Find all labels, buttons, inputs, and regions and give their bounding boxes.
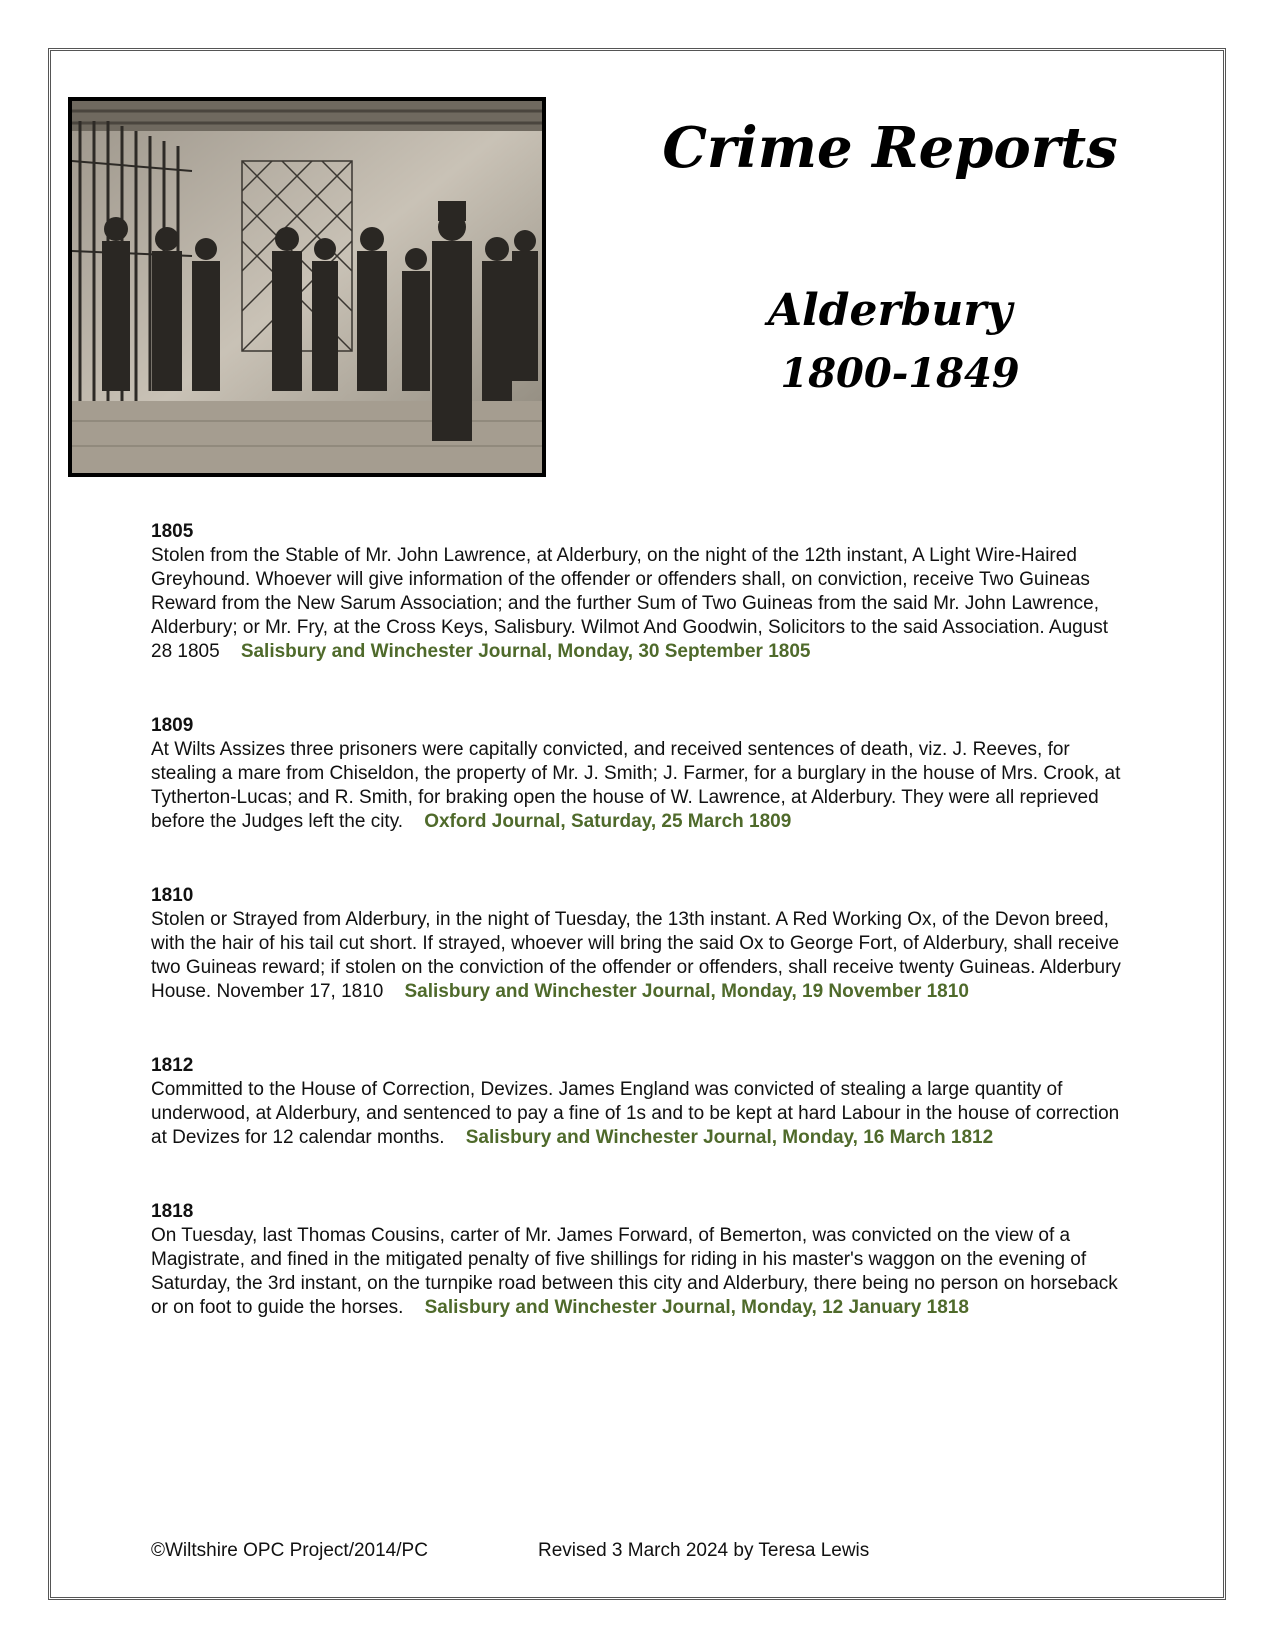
report-entry [151, 884, 1131, 1004]
report-source: Salisbury and Winchester Journal, Monday, 12 January 1818 [424, 1297, 969, 1318]
report-text: At Wilts Assizes three prisoners were capitally convicted, and received sentences of death, viz. J. Reeves, for stealing a mare from Chiseldon, the property of Mr. J. Smith; J. Farmer, for a burglary in the house of Mrs. Crook, at Tytherton-Lucas; and R. Smith, for braking open the house of W. Lawrence, at Alderbury. They were all reprieved before the Judges left the city. [151, 739, 1121, 832]
report-text: Committed to the House of Correction, Devizes. James England was convicted of stealing a large quantity of underwood, at Alderbury, and sentenced to pay a fine of 1s and to be kept at hard Labour in the house of correction at Devizes for 12 calendar months. [151, 1079, 1120, 1148]
report-entry [151, 714, 1131, 834]
report-entry [151, 520, 1131, 664]
copyright-notice: ©Wiltshire OPC Project/2014/PC [151, 1540, 428, 1561]
report-source: Salisbury and Winchester Journal, Monday, 30 September 1805 [240, 641, 811, 662]
engraving-image [72, 101, 542, 473]
report-year: 1818 [151, 1201, 194, 1222]
revision-note: Revised 3 March 2024 by Teresa Lewis [538, 1540, 870, 1561]
report-source: Oxford Journal, Saturday, 25 March 1809 [424, 811, 792, 832]
report-year: 1812 [151, 1055, 194, 1076]
place-name: Alderbury [767, 285, 1013, 336]
report-text: Stolen from the Stable of Mr. John Lawrence, at Alderbury, on the night of the 12th instant, A Light Wire-Haired Greyhound. Whoever will give information of the offender or offenders shall, on conviction, receive Two Guineas Reward from the New Sarum Association; and the further Sum of Two Guineas from the said Mr. John Lawrence, Alderbury; or Mr. Fry, at the Cross Keys, Salisbury. Wilmot And Goodwin, Solicitors to the said Association. August 28 1805 [151, 545, 1109, 662]
report-year: 1809 [151, 715, 194, 736]
report-text: Stolen or Strayed from Alderbury, in the night of Tuesday, the 13th instant. A Red Working Ox, of the Devon breed, with the hair of his tail cut short. If strayed, whoever will bring the said Ox to George Fort, of Alderbury, shall receive two Guineas reward; if stolen on the conviction of the offender or offenders, shall receive twenty Guineas. Alderbury House. November 17, 1810 [151, 909, 1121, 1002]
report-source: Salisbury and Winchester Journal, Monday, 19 November 1810 [404, 981, 969, 1002]
report-year: 1805 [151, 521, 194, 542]
crime-report-list [151, 520, 1131, 1370]
report-year: 1810 [151, 885, 194, 906]
prison-gate-illustration [68, 97, 546, 477]
report-source: Salisbury and Winchester Journal, Monday, 16 March 1812 [465, 1127, 994, 1148]
page-footer [151, 1540, 870, 1562]
year-range: 1800-1849 [780, 350, 1020, 397]
report-text: On Tuesday, last Thomas Cousins, carter of Mr. James Forward, of Bemerton, was convicted on the view of a Magistrate, and fined in the mitigated penalty of five shillings for riding in his master's waggon on the evening of Saturday, the 3rd instant, on the turnpike road between this city and Alderbury, there being no person on horseback or on foot to guide the horses. [151, 1225, 1118, 1318]
page-title: Crime Reports [662, 115, 1118, 181]
report-entry [151, 1200, 1131, 1320]
report-entry [151, 1054, 1131, 1150]
